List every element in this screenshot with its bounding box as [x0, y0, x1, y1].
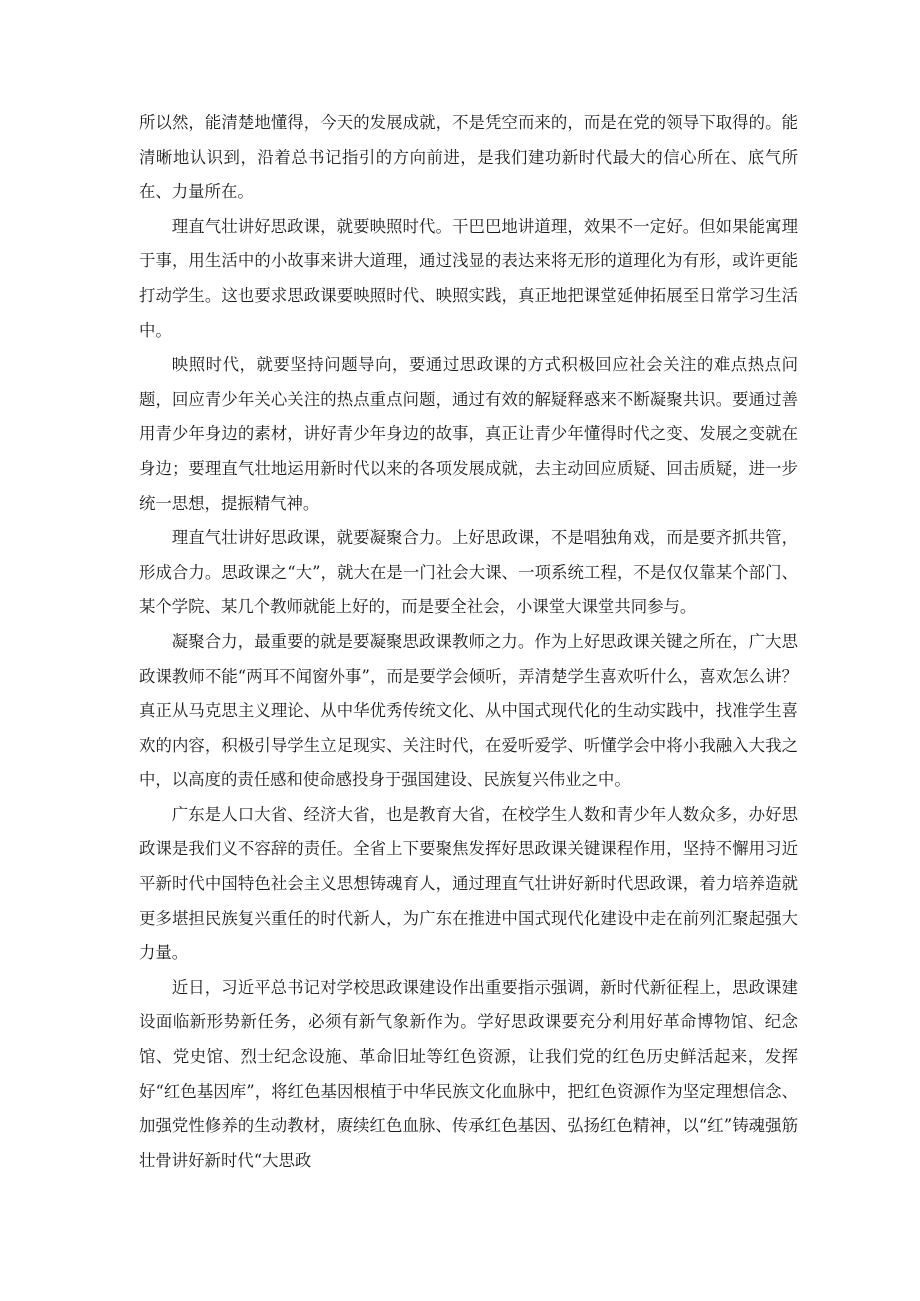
- paragraph-7: 近日，习近平总书记对学校思政课建设作出重要指示强调，新时代新征程上，思政课建设面临新形势新任务，必须有新气象新作为。学好思政课要充分利用好革命博物馆、纪念馆、党史馆、烈士纪念设施、革命旧址等红色资源，让我们党的红色历史鲜活起来，发挥好“红色基因库”，将红色基因根植于中华民族文化血脉中，把红色资源作为坚定理想信念、加强党性修养的生动教材，赓续红色血脉、传承红色基因、弘扬红色精神，以“红”铸魂强筋壮骨讲好新时代“大思政: [139, 977, 798, 1170]
- paragraph-5: 凝聚合力，最重要的就是要凝聚思政课教师之力。作为上好思政课关键之所在，广大思政课教师不能“两耳不闻窗外事”，而是要学会倾听，弄清楚学生喜欢听什么，喜欢怎么讲？真正从马克思主义理论、从中华优秀传统文化、从中国式现代化的生动实践中，找准学生喜欢的内容，积极引导学生立足现实、关注时代，在爱听爱学、听懂学会中将小我融入大我之中，以高度的责任感和使命感投身于强国建设、民族复兴伟业之中。: [139, 631, 798, 790]
- paragraph-3: 映照时代，就要坚持问题导向，要通过思政课的方式积极回应社会关注的难点热点问题，回应青少年关心关注的热点重点问题，通过有效的解疑释惑来不断凝聚共识。要通过善用青少年身边的素材，讲好青少年身边的故事，真正让青少年懂得时代之变、发展之变就在身边；要理直气壮地运用新时代以来的各项发展成就，去主动回应质疑、回击质疑，进一步统一思想，提振精气神。: [139, 355, 798, 513]
- paragraph-4: 理直气壮讲好思政课，就要凝聚合力。上好思政课，不是唱独角戏，而是要齐抓共管，形成合力。思政课之“大”，就大在是一门社会大课、一项系统工程，不是仅仅靠某个部门、某个学院、某几个教师就能上好的，而是要全社会，小课堂大课堂共同参与。: [139, 528, 798, 617]
- paragraph-1: 所以然，能清楚地懂得，今天的发展成就，不是凭空而来的，而是在党的领导下取得的。能清晰地认识到，沿着总书记指引的方向前进，是我们建功新时代最大的信心所在、底气所在、力量所在。: [139, 113, 798, 202]
- document-body: [139, 106, 798, 1178]
- paragraph-2: 理直气壮讲好思政课，就要映照时代。干巴巴地讲道理，效果不一定好。但如果能寓理于事，用生活中的小故事来讲大道理，通过浅显的表达来将无形的道理化为有形，或许更能打动学生。这也要求思政课要映照时代、映照实践，真正地把课堂延伸拓展至日常学习生活中。: [139, 216, 798, 340]
- paragraph-6: 广东是人口大省、经济大省，也是教育大省，在校学生人数和青少年人数众多，办好思政课是我们义不容辞的责任。全省上下要聚焦发挥好思政课关键课程作用，坚持不懈用习近平新时代中国特色社会主义思想铸魂育人，通过理直气壮讲好新时代思政课，着力培养造就更多堪担民族复兴重任的时代新人，为广东在推进中国式现代化建设中走在前列汇聚起强大力量。: [139, 804, 798, 963]
